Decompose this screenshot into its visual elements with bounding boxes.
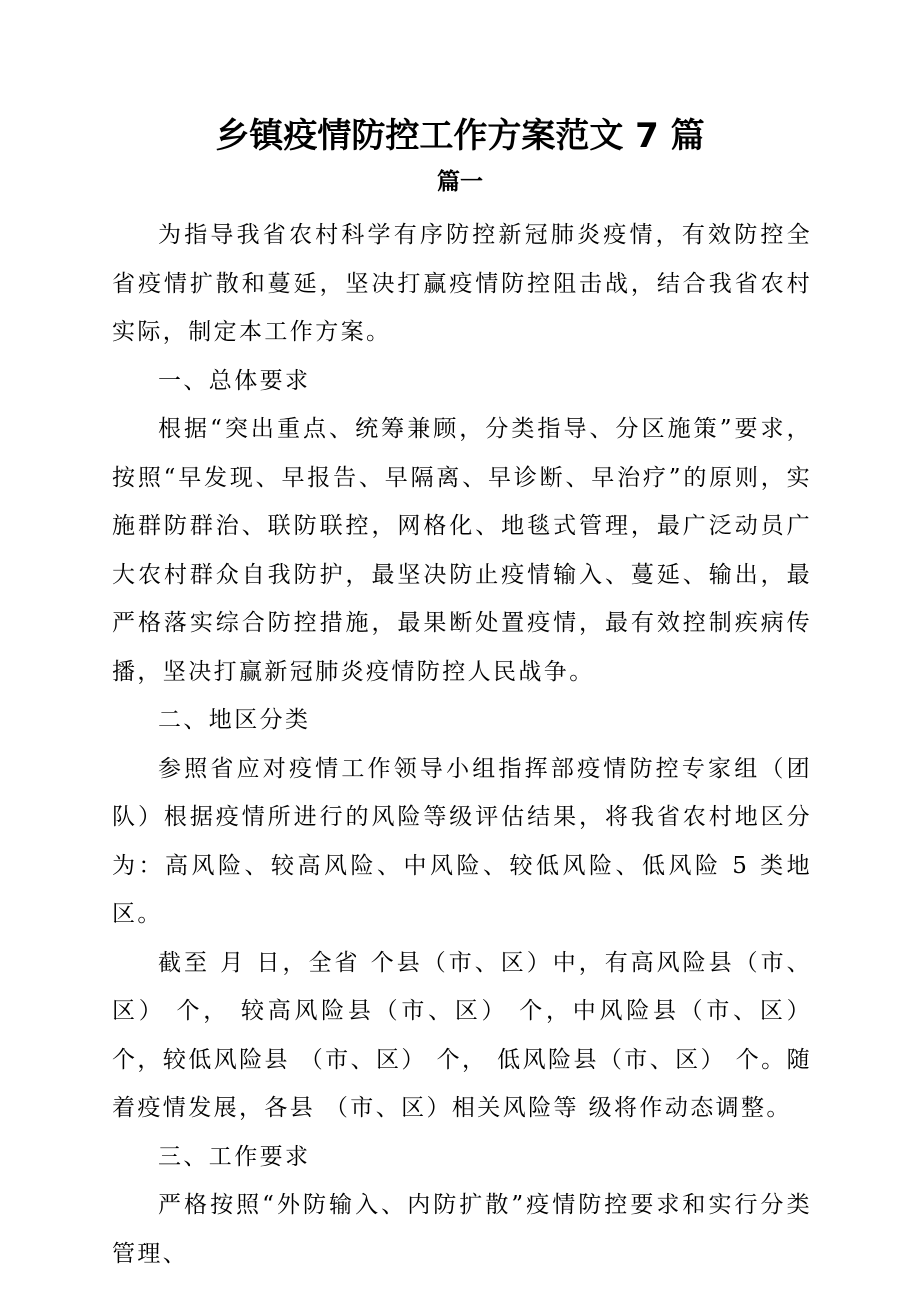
heading-general-requirements: 一、总体要求 [158, 367, 311, 394]
paragraph-general-requirements: 根据“突出重点、统筹兼顾，分类指导、分区施策”要求，按照“早发现、早报告、早隔离、早诊断、早治疗”的原则，实施群防群治、联防联控，网格化、地毯式管理，最广泛动员广大农村群众自我防护，最坚决防止疫情输入、蔓延、输出，最严格落实综合防控措施，最果断处置疫情，最有效控制疾病传播，坚决打赢新冠肺炎疫情防控人民战争。 [112, 416, 812, 685]
paragraph-county-statistics: 截至 月 日，全省 个县（市、区）中，有高风险县（市、区） 个， 较高风险县（市、区） 个，中风险县（市、区） 个，较低风险县 （市、区） 个， 低风险县（市、区） 个。随着疫情发展，各县 （市、区）相关风险等 级将作动态调整。 [112, 949, 812, 1121]
heading-work-requirements: 三、工作要求 [158, 1143, 311, 1170]
paragraph-intro: 为指导我省农村科学有序防控新冠肺炎疫情，有效防控全省疫情扩散和蔓延，坚决打赢疫情防控阻击战，结合我省农村实际，制定本工作方案。 [112, 222, 812, 345]
paragraph-work-requirements: 严格按照“外防输入、内防扩散”疫情防控要求和实行分类管理、 [112, 1192, 812, 1267]
heading-region-classification: 二、地区分类 [158, 707, 311, 733]
document-title: 乡镇疫情防控工作方案范文 7 篇 [215, 116, 705, 156]
document-body [112, 211, 812, 1278]
paragraph-region-classification: 参照省应对疫情工作领导小组指挥部疫情防控专家组（团队）根据疫情所进行的风险等级评估结果，将我省农村地区分为：高风险、较高风险、中风险、较低风险、低风险 5 类地区。 [112, 755, 812, 927]
section-heading: 篇一 [437, 169, 483, 195]
